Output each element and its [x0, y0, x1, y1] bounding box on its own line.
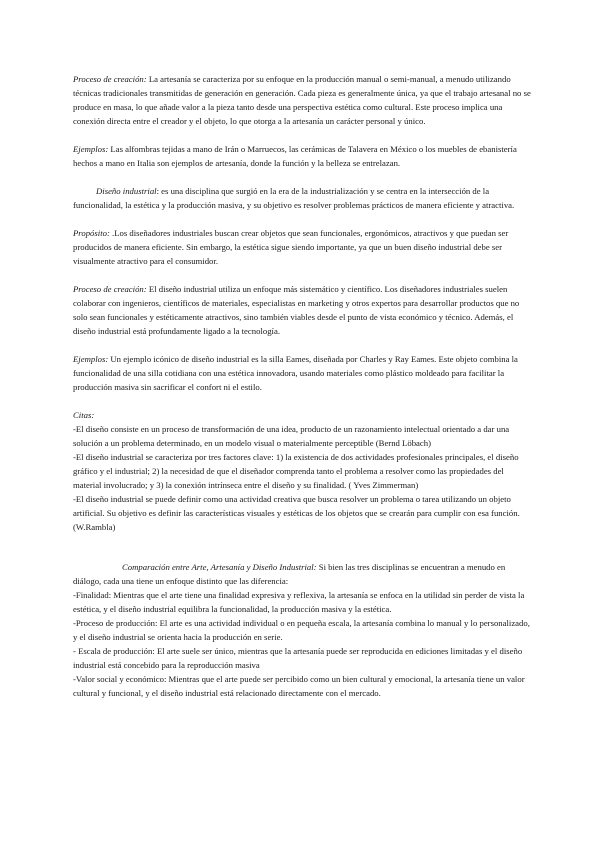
paragraph-diseno-ejemplos — [73, 352, 534, 394]
paragraph-diseno-proceso — [73, 282, 534, 338]
text-proposito: .Los diseñadores industriales buscan crear objetos que sean funcionales, ergonómicos, atractivos y que puedan ser producidos de manera eficiente. Sin embargo, la estética sigue siendo importante, ya que un buen diseño industrial debe ser visualmente atractivo para el consumidor. — [73, 228, 509, 266]
label-comparacion: Comparación entre Arte, Artesanía y Diseño Industrial: — [122, 562, 317, 572]
paragraph-diseno-industrial — [73, 184, 534, 212]
comparacion-intro — [73, 560, 534, 588]
cita-item: -El diseño industrial se puede definir como una actividad creativa que busca resolver un problema o tarea utilizando un objeto artificial. Su objetivo es definir las características visuales y estéticas de los objetos que se crearán para cumplir con esa función. (W.Rambla) — [73, 494, 520, 532]
comparacion-item: -Proceso de producción: El arte es una actividad individual o en pequeña escala, la artesanía combina lo manual y lo personalizado, y el diseño industrial se orienta hacia la producción en serie. — [73, 618, 530, 642]
comparacion-item: - Escala de producción: El arte suele ser único, mientras que la artesanía puede ser reproducida en ediciones limitadas y el diseño industrial está concebido para la reproducción masiva — [73, 646, 523, 670]
paragraph-artesania-proceso — [73, 72, 534, 128]
text-diseno-ejemplos: Un ejemplo icónico de diseño industrial es la silla Eames, diseñada por Charles y Ray Eames. Este objeto combina la funcionalidad de una silla cotidiana con una estética innovadora, usando materiales como plástico moldeado para facilitar la producción masiva sin sacrificar el confort ni el estilo. — [73, 354, 518, 392]
comparacion-section — [73, 560, 534, 700]
text-artesania-proceso: La artesanía se caracteriza por su enfoque en la producción manual o semi-manual, a menudo utilizando técnicas tradicionales transmitidas de generación en generación. Cada pieza es generalmente única, ya que el trabajo artesanal no se produce en masa, lo que añade valor a la pieza tanto desde una perspectiva estética como cultural. Este proceso implica una conexión directa entre el creador y el objeto, lo que otorga a la artesanía un carácter personal y único. — [73, 74, 531, 126]
citas-section — [73, 408, 534, 534]
label-citas: Citas: — [73, 410, 95, 420]
cita-item: -El diseño consiste en un proceso de transformación de una idea, producto de un razonamiento intelectual orientado a dar una solución a un problema determinado, en un modelo visual o materialmente perceptible (Bernd Löbach) — [73, 424, 510, 448]
paragraph-artesania-ejemplos — [73, 142, 534, 170]
paragraph-proposito — [73, 226, 534, 268]
label-ejemplos: Ejemplos: — [73, 144, 109, 154]
text-artesania-ejemplos: Las alfombras tejidas a mano de Irán o Marruecos, las cerámicas de Talavera en México o los muebles de ebanistería hechos a mano en Italia son ejemplos de artesanía, donde la función y la belleza se entrelazan. — [73, 144, 517, 168]
comparacion-item: -Finalidad: Mientras que el arte tiene una finalidad expresiva y reflexiva, la artesanía se enfoca en la utilidad sin perder de vista la estética, y el diseño industrial equilibra la funcionalidad, la producción masiva y la estética. — [73, 590, 525, 614]
label-proposito: Propósito: — [73, 228, 110, 238]
comparacion-item: -Valor social y económico: Mientras que el arte puede ser percibido como un bien cultural y emocional, la artesanía tiene un valor cultural y funcional, y el diseño industrial está relacionado directamente con el mercado. — [73, 674, 525, 698]
text-diseno-industrial: : es una disciplina que surgió en la era de la industrialización y se centra en la intersección de la funcionalidad, la estética y la producción masiva, y su objetivo es resolver problemas prácticos de manera eficiente y atractiva. — [73, 186, 515, 210]
text-diseno-proceso: El diseño industrial utiliza un enfoque más sistemático y científico. Los diseñadores industriales suelen colaborar con ingenieros, científicos de materiales, especialistas en marketing y otros expertos para desarrollar productos que no solo sean funcionales y estéticamente atractivos, sino también viables desde el punto de vista económico y técnico. Además, el diseño industrial está profundamente ligado a la tecnología. — [73, 284, 520, 336]
text-comparacion-intro: Si bien las tres disciplinas se encuentran a menudo en diálogo, cada una tiene un enfoque distinto que las diferencia: — [73, 562, 506, 586]
label-proceso-creacion: Proceso de creación: — [73, 74, 147, 84]
cita-item: -El diseño industrial se caracteriza por tres factores clave: 1) la existencia de dos actividades profesionales principales, el diseño gráfico y el industrial; 2) la necesidad de que el diseñador comprenda tanto el problema a resolver como las propiedades del material involucrado; y 3) la conexión intrínseca entre el diseño y su finalidad. ( Yves Zimmerman) — [73, 452, 519, 490]
label-diseno-industrial: Diseño industrial — [96, 186, 157, 196]
label-ejemplos-di: Ejemplos: — [73, 354, 109, 364]
label-proceso-creacion-di: Proceso de creación: — [73, 284, 147, 294]
